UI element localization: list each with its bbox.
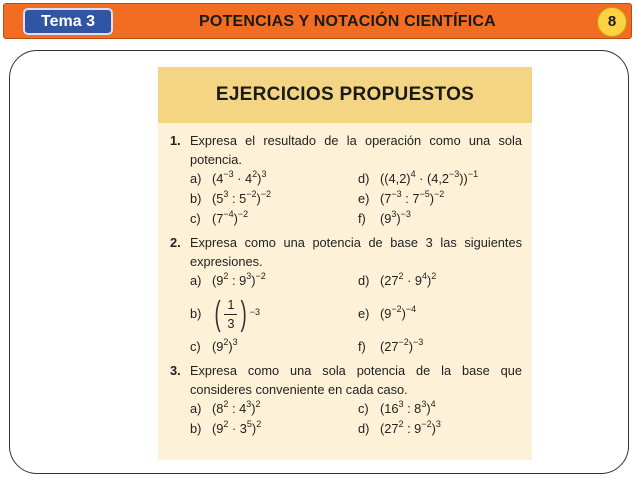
- expression-part: (9: [380, 306, 392, 321]
- exponent: −3: [400, 209, 411, 219]
- exponent: 2: [431, 271, 437, 281]
- slide-header: [3, 3, 632, 39]
- exponent: −3: [223, 169, 234, 179]
- expression-part: ): [401, 306, 406, 321]
- expression-part: (4: [212, 171, 224, 186]
- exponent: 2: [398, 271, 404, 281]
- expression-part: (7: [212, 211, 224, 226]
- exercise-statement: [170, 131, 522, 169]
- exercise-item: [190, 419, 358, 439]
- expression-part: ): [426, 401, 431, 416]
- expression-part: : 5: [228, 191, 247, 206]
- item-label: a): [190, 401, 202, 416]
- item-label: a): [190, 171, 202, 186]
- exponent: 5: [246, 419, 252, 429]
- item-label: c): [190, 339, 201, 354]
- item-label: f): [358, 211, 366, 226]
- expression-part: (9: [212, 273, 224, 288]
- exercise-number: 2.: [170, 235, 181, 250]
- page-number: 8: [597, 7, 627, 37]
- exercise-list: [158, 123, 532, 439]
- exercise-item: [190, 189, 358, 209]
- panel-title: EJERCICIOS PROPUESTOS: [158, 67, 532, 123]
- exercise-statement: [170, 233, 522, 271]
- expression-part: ): [251, 273, 256, 288]
- expression-part: ): [257, 171, 262, 186]
- item-expression: [380, 209, 411, 229]
- fraction-numerator: 1: [224, 296, 237, 315]
- exercise-items: [170, 271, 522, 357]
- expression-part: : 7: [401, 191, 420, 206]
- item-expression: [212, 189, 271, 209]
- exponent: 2: [223, 271, 229, 281]
- exponent: 3: [232, 337, 238, 347]
- exponent: 3: [261, 169, 267, 179]
- exercise-1: [170, 131, 522, 229]
- exponent: −2: [255, 271, 266, 281]
- item-label: d): [358, 421, 370, 436]
- exponent: −2: [246, 189, 257, 199]
- expression-part: ): [431, 421, 436, 436]
- item-label: b): [190, 191, 202, 206]
- expression-part: (9: [380, 211, 392, 226]
- item-label: c): [190, 211, 201, 226]
- item-expression: [212, 296, 260, 333]
- exercise-2: [170, 233, 522, 357]
- exponent: 3: [421, 399, 427, 409]
- item-label: a): [190, 273, 202, 288]
- item-label: b): [190, 306, 202, 321]
- exponent: 2: [252, 169, 258, 179]
- exponent: 2: [255, 399, 261, 409]
- exercise-items: [170, 399, 522, 439]
- exercise-number: 1.: [170, 133, 181, 148]
- exercise-text: Expresa como una potencia de base 3 las siguientes expresiones.: [190, 235, 522, 269]
- exercise-3: [170, 361, 522, 439]
- exercise-item: [358, 271, 522, 291]
- right-paren: ): [241, 295, 248, 333]
- exponent: 4: [410, 169, 416, 179]
- item-label: e): [358, 306, 370, 321]
- item-label: d): [358, 273, 370, 288]
- item-expression: [212, 169, 266, 189]
- expression-part: (7: [380, 191, 392, 206]
- expression-part: ): [256, 191, 261, 206]
- expression-part: : 9: [403, 421, 422, 436]
- expression-part: (27: [380, 339, 399, 354]
- item-label: d): [358, 171, 370, 186]
- expression-part: ): [427, 273, 432, 288]
- item-expression: [212, 337, 238, 357]
- exponent: 2: [223, 337, 229, 347]
- exponent: −2: [391, 304, 402, 314]
- exercise-item: [190, 169, 358, 189]
- exponent: −2: [260, 189, 271, 199]
- expression-part: : 9: [228, 273, 247, 288]
- item-label: f): [358, 339, 366, 354]
- left-paren: (: [214, 295, 221, 333]
- exponent: −2: [237, 209, 249, 219]
- item-expression: [212, 271, 266, 291]
- exponent: 4: [422, 271, 428, 281]
- exercises-panel: [158, 67, 532, 460]
- exercise-item: [190, 337, 358, 357]
- expression-part: ): [408, 339, 414, 354]
- exercise-statement: [170, 361, 522, 399]
- exponent: −2: [433, 189, 445, 199]
- item-expression: [212, 419, 261, 439]
- expression-part: ): [228, 339, 233, 354]
- item-label: e): [358, 191, 370, 206]
- expression-part: ): [251, 401, 256, 416]
- item-expression: [380, 304, 416, 324]
- exercise-item: [190, 399, 358, 419]
- exercise-text: Expresa el resultado de la operación como una sola potencia.: [190, 133, 522, 167]
- item-expression: [380, 169, 478, 189]
- exponent: 4: [430, 399, 436, 409]
- expression-part: (8: [212, 401, 224, 416]
- exercise-number: 3.: [170, 363, 181, 378]
- exponent: 2: [223, 419, 229, 429]
- expression-part: (5: [212, 191, 224, 206]
- exercise-item: [358, 169, 522, 189]
- slide-title: POTENCIAS Y NOTACIÓN CIENTÍFICA: [199, 13, 496, 30]
- exponent: 3: [246, 399, 252, 409]
- exercise-items: [170, 169, 522, 229]
- item-label: c): [358, 401, 369, 416]
- exponent: −3: [249, 306, 261, 317]
- exponent: −4: [405, 304, 417, 314]
- exercise-item: [358, 291, 522, 337]
- expression-part: : 8: [403, 401, 422, 416]
- item-label: b): [190, 421, 202, 436]
- exponent: −3: [449, 169, 460, 179]
- exponent: 3: [435, 419, 441, 429]
- exponent: 3: [246, 271, 252, 281]
- expression-part: : 4: [228, 401, 247, 416]
- expression-part: · 4: [233, 171, 253, 186]
- expression-part: (16: [380, 401, 399, 416]
- exponent: −4: [223, 209, 234, 219]
- item-expression: [380, 337, 423, 357]
- exponent: −5: [419, 189, 430, 199]
- expression-part: ((4,2): [380, 171, 411, 186]
- item-expression: [212, 399, 261, 419]
- expression-part: · 9: [403, 273, 423, 288]
- exponent: 2: [256, 419, 262, 429]
- expression-part: ): [396, 211, 401, 226]
- item-expression: [380, 271, 436, 291]
- exponent: −2: [398, 337, 409, 347]
- expression-part: ): [429, 191, 434, 206]
- exponent: 3: [391, 209, 397, 219]
- item-expression: [380, 419, 441, 439]
- exercise-item: [358, 399, 522, 419]
- item-expression: [380, 399, 436, 419]
- exercise-item: [190, 271, 358, 291]
- exponent: −3: [391, 189, 402, 199]
- exponent: −2: [421, 419, 432, 429]
- exponent: 3: [398, 399, 404, 409]
- exponent: 2: [398, 419, 404, 429]
- exponent: 3: [223, 189, 229, 199]
- exercise-text: Expresa como una sola potencia de la base que consideres conveniente en cada caso.: [190, 363, 522, 397]
- exercise-item: [358, 189, 522, 209]
- item-expression: [380, 189, 444, 209]
- expression-part: (27: [380, 421, 399, 436]
- exponent: −3: [413, 337, 424, 347]
- item-expression: [212, 209, 248, 229]
- exercise-item: [358, 209, 522, 229]
- expression-part: (9: [212, 339, 224, 354]
- expression-part: ): [233, 211, 238, 226]
- exponent: 2: [223, 399, 229, 409]
- exercise-item: [190, 291, 358, 337]
- expression-part: )): [459, 171, 468, 186]
- expression-part: · 3: [228, 421, 247, 436]
- exercise-item: [358, 419, 522, 439]
- topic-badge[interactable]: Tema 3: [23, 8, 113, 35]
- exercise-item: [190, 209, 358, 229]
- expression-part: · (4,2: [415, 171, 450, 186]
- fraction-denominator: 3: [227, 315, 235, 331]
- exponent: −1: [467, 169, 479, 179]
- expression-part: (27: [380, 273, 399, 288]
- expression-part: ): [251, 421, 257, 436]
- expression-part: (9: [212, 421, 224, 436]
- exercise-item: [358, 337, 522, 357]
- fraction: [224, 296, 237, 333]
